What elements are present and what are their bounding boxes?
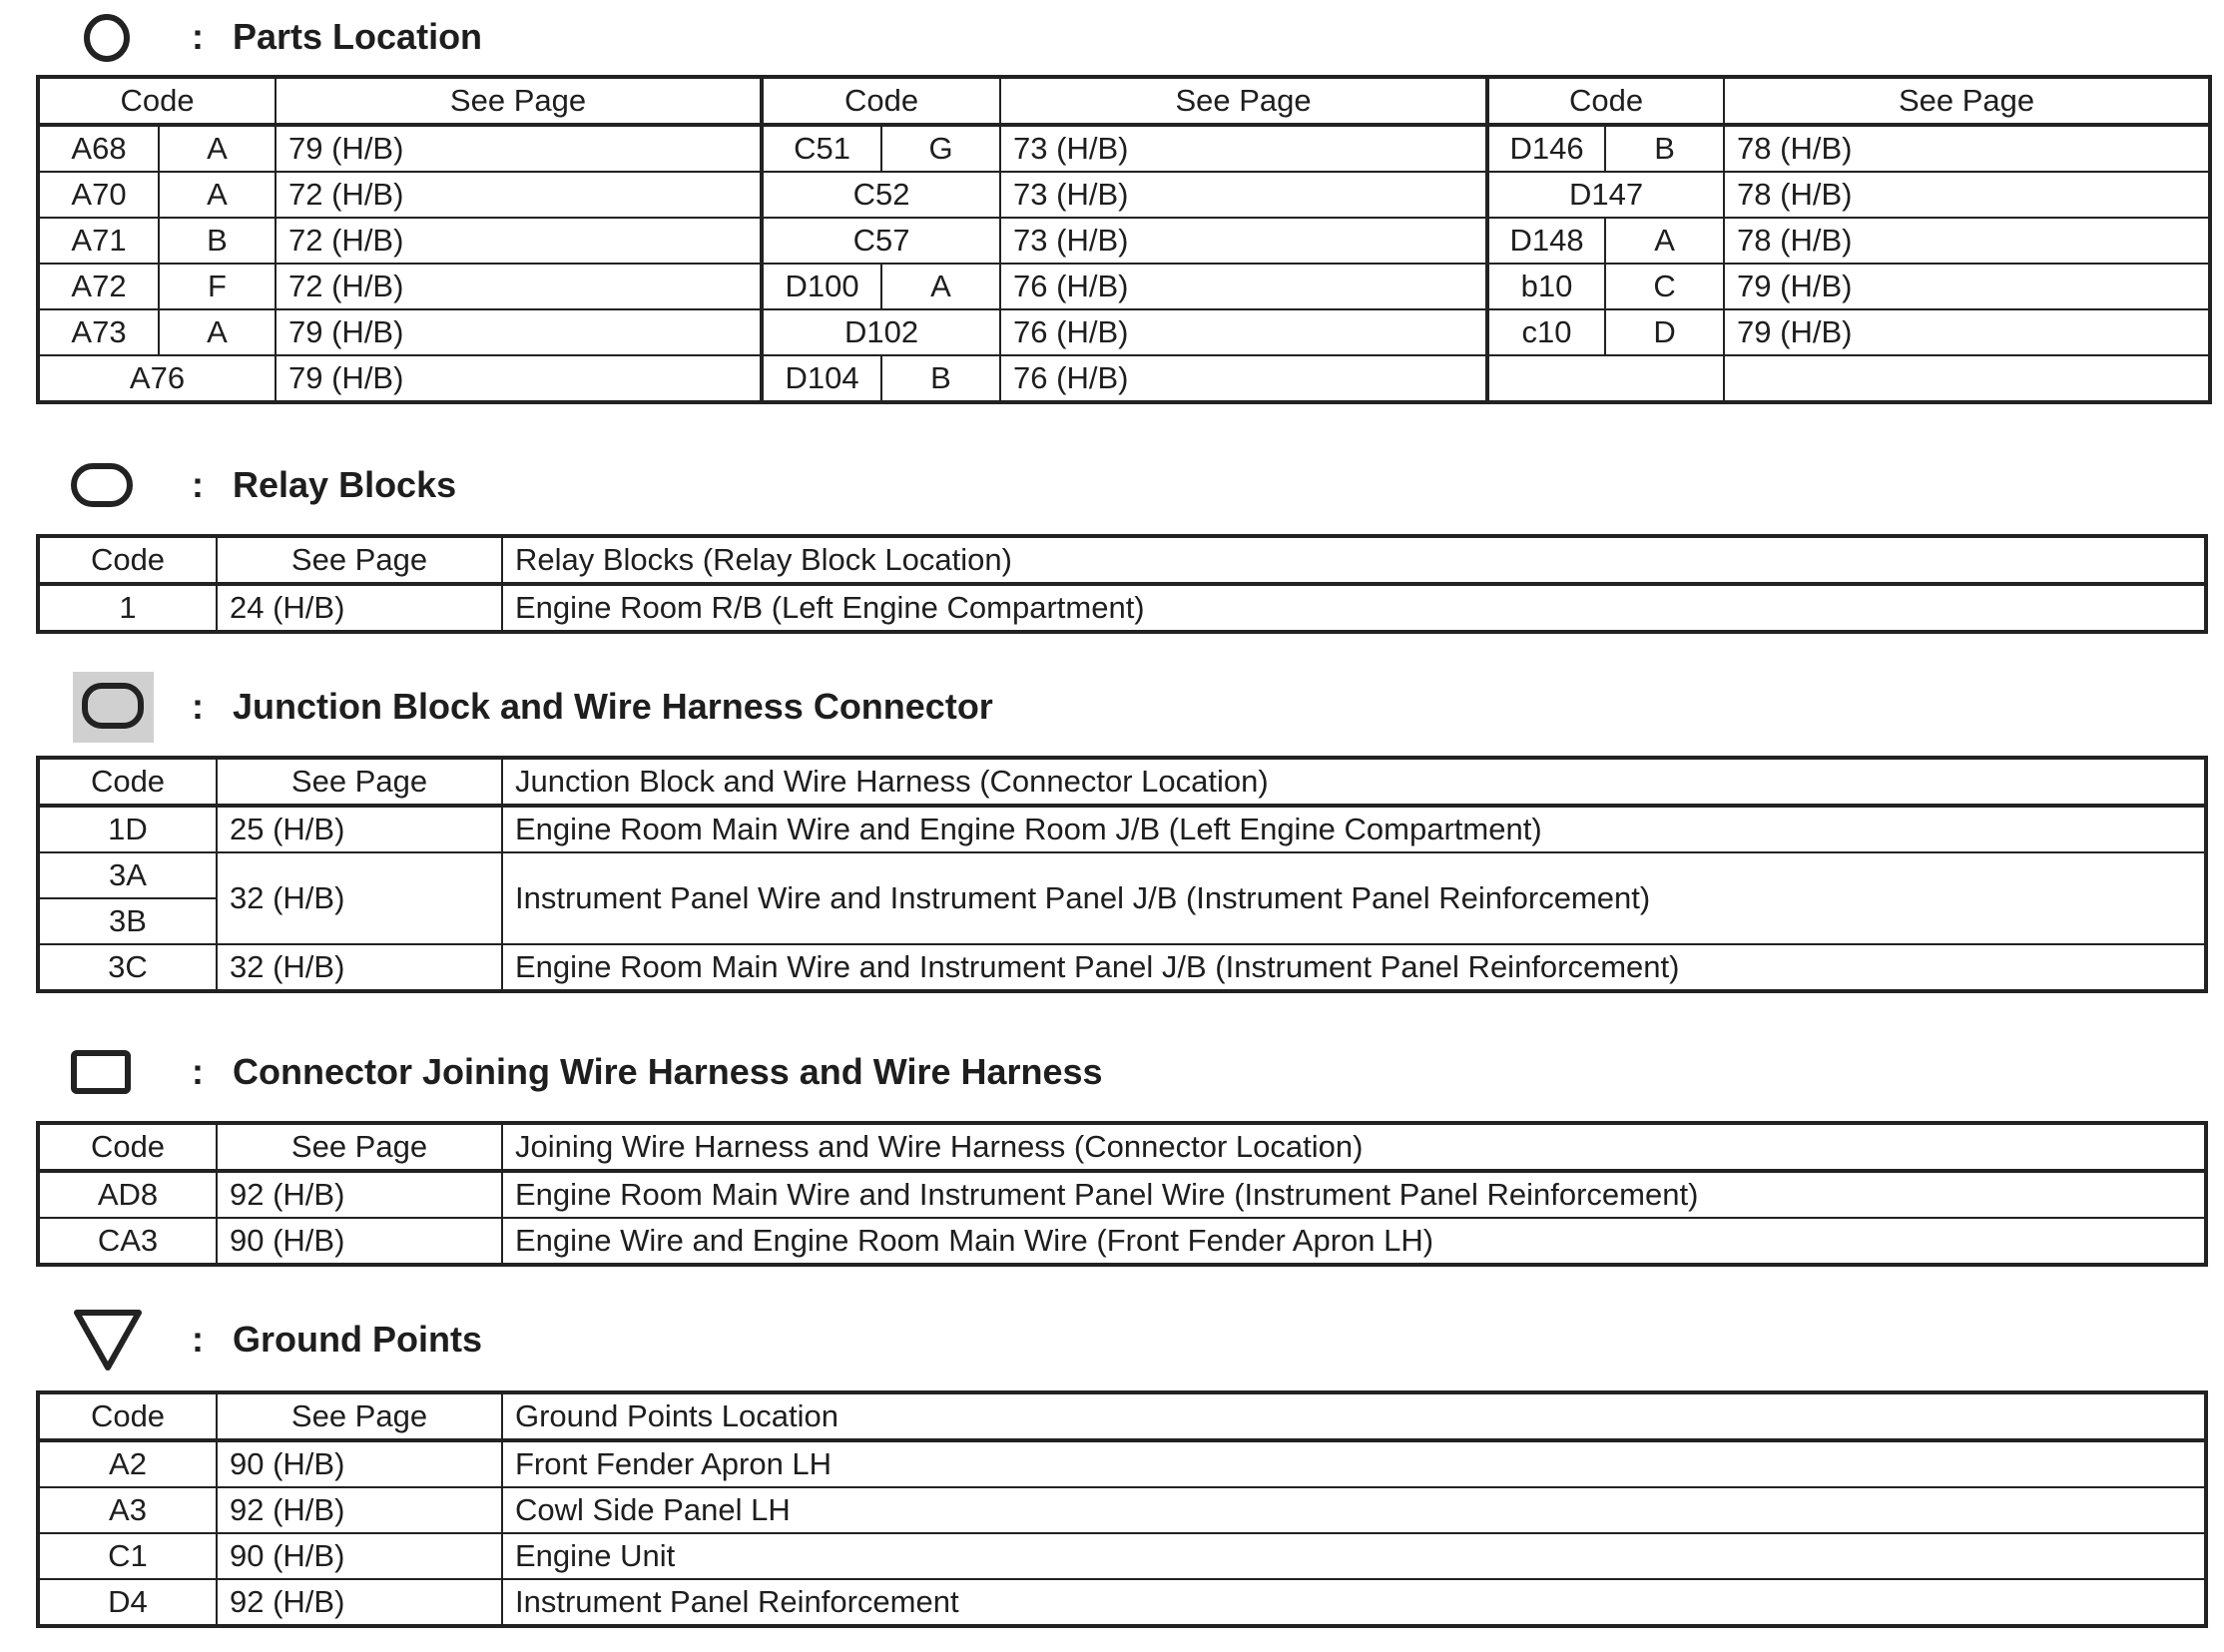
- column-header-code: Code: [38, 1123, 217, 1171]
- part-code: D147: [1487, 172, 1724, 218]
- section-title: Relay Blocks: [233, 464, 457, 505]
- part-code: [1487, 355, 1724, 402]
- table-row: [38, 584, 2206, 632]
- relay-blocks-table: [36, 534, 2208, 634]
- see-page: 92 (H/B): [217, 1487, 502, 1533]
- section-title: Junction Block and Wire Harness Connector: [233, 686, 993, 727]
- code: 1D: [38, 806, 217, 852]
- code: 3A: [38, 852, 217, 898]
- column-header-see-page: See Page: [217, 536, 502, 584]
- table-row: [38, 264, 2210, 309]
- see-page: 32 (H/B): [217, 852, 502, 944]
- see-page: 24 (H/B): [217, 584, 502, 632]
- see-page: 32 (H/B): [217, 944, 502, 991]
- see-page: 72 (H/B): [276, 218, 762, 264]
- part-code: A72: [38, 264, 159, 309]
- code: 3B: [38, 898, 217, 944]
- column-header-see-page: See Page: [217, 1392, 502, 1440]
- part-code: C51: [762, 125, 881, 172]
- part-connector-letter: A: [1605, 218, 1724, 264]
- column-header-see-page: See Page: [217, 1123, 502, 1171]
- parts-location-table: [36, 75, 2212, 404]
- part-connector-letter: B: [159, 218, 276, 264]
- table-row: [38, 172, 2210, 218]
- colon: :: [192, 464, 204, 505]
- table-row: [38, 806, 2206, 852]
- see-page: 25 (H/B): [217, 806, 502, 852]
- colon: :: [192, 1319, 204, 1360]
- location-description: Engine Wire and Engine Room Main Wire (Front Fender Apron LH): [502, 1218, 2206, 1265]
- see-page: 90 (H/B): [217, 1533, 502, 1579]
- triangle-down-icon: [72, 1308, 144, 1374]
- see-page: 79 (H/B): [276, 309, 762, 355]
- parts-location-heading: [0, 7, 2224, 67]
- location-description: Instrument Panel Reinforcement: [502, 1579, 2206, 1626]
- code: D4: [38, 1579, 217, 1626]
- column-header-code: Code: [1487, 77, 1724, 125]
- code: C1: [38, 1533, 217, 1579]
- table-row: [38, 1171, 2206, 1218]
- column-header-description: Relay Blocks (Relay Block Location): [502, 536, 2206, 584]
- see-page: 92 (H/B): [217, 1171, 502, 1218]
- table-row: [38, 852, 2206, 898]
- see-page: 92 (H/B): [217, 1579, 502, 1626]
- colon: :: [192, 1051, 204, 1092]
- table-row: [38, 355, 2210, 402]
- junction-block-table: [36, 756, 2208, 993]
- code: 1: [38, 584, 217, 632]
- see-page: 72 (H/B): [276, 264, 762, 309]
- table-row: [38, 309, 2210, 355]
- relay-blocks-heading: [0, 455, 2224, 515]
- location-description: Cowl Side Panel LH: [502, 1487, 2206, 1533]
- location-description: Front Fender Apron LH: [502, 1440, 2206, 1487]
- colon: :: [192, 16, 204, 57]
- column-header-description: Joining Wire Harness and Wire Harness (Connector Location): [502, 1123, 2206, 1171]
- column-header-see-page: See Page: [1724, 77, 2210, 125]
- column-header-description: Junction Block and Wire Harness (Connector Location): [502, 758, 2206, 806]
- part-connector-letter: G: [881, 125, 1000, 172]
- column-header-code: Code: [38, 1392, 217, 1440]
- see-page: 73 (H/B): [1000, 218, 1487, 264]
- location-description: Engine Room R/B (Left Engine Compartment): [502, 584, 2206, 632]
- part-code: A70: [38, 172, 159, 218]
- location-description: Engine Room Main Wire and Instrument Panel Wire (Instrument Panel Reinforcement): [502, 1171, 2206, 1218]
- section-title: Ground Points: [233, 1319, 482, 1360]
- section-title: Parts Location: [233, 16, 483, 57]
- see-page: 72 (H/B): [276, 172, 762, 218]
- see-page: 79 (H/B): [276, 125, 762, 172]
- column-header-see-page: See Page: [217, 758, 502, 806]
- part-code: A76: [38, 355, 276, 402]
- see-page: 79 (H/B): [1724, 309, 2210, 355]
- header-row: [38, 1392, 2206, 1440]
- code: 3C: [38, 944, 217, 991]
- part-connector-letter: B: [1605, 125, 1724, 172]
- part-connector-letter: D: [1605, 309, 1724, 355]
- rounded-oval-icon: [70, 462, 136, 510]
- part-code: D104: [762, 355, 881, 402]
- table-row: [38, 1440, 2206, 1487]
- code: CA3: [38, 1218, 217, 1265]
- ground-points-table: [36, 1390, 2208, 1628]
- see-page: 78 (H/B): [1724, 218, 2210, 264]
- part-code: c10: [1487, 309, 1605, 355]
- see-page: 76 (H/B): [1000, 309, 1487, 355]
- part-code: D100: [762, 264, 881, 309]
- column-header-see-page: See Page: [1000, 77, 1487, 125]
- see-page: 76 (H/B): [1000, 264, 1487, 309]
- part-connector-letter: A: [159, 309, 276, 355]
- code: A2: [38, 1440, 217, 1487]
- header-row: [38, 536, 2206, 584]
- column-header-see-page: See Page: [276, 77, 762, 125]
- part-code: C57: [762, 218, 1000, 264]
- see-page: 90 (H/B): [217, 1218, 502, 1265]
- table-row: [38, 1533, 2206, 1579]
- part-connector-letter: A: [881, 264, 1000, 309]
- see-page: 79 (H/B): [276, 355, 762, 402]
- header-row: [38, 758, 2206, 806]
- junction-block-heading: [0, 677, 2224, 737]
- table-row: [38, 125, 2210, 172]
- column-header-description: Ground Points Location: [502, 1392, 2206, 1440]
- see-page: [1724, 355, 2210, 402]
- table-row: [38, 218, 2210, 264]
- circle-icon: [82, 13, 132, 63]
- shaded-rounded-rect-icon: [73, 672, 154, 743]
- colon: :: [192, 686, 204, 727]
- joining-connector-heading: [0, 1042, 2224, 1102]
- part-code: A71: [38, 218, 159, 264]
- location-description: Engine Room Main Wire and Instrument Panel J/B (Instrument Panel Reinforcement): [502, 944, 2206, 991]
- part-code: A73: [38, 309, 159, 355]
- section-title: Connector Joining Wire Harness and Wire Harness: [233, 1051, 1103, 1092]
- part-code: C52: [762, 172, 1000, 218]
- part-connector-letter: B: [881, 355, 1000, 402]
- column-header-code: Code: [38, 77, 276, 125]
- code: A3: [38, 1487, 217, 1533]
- see-page: 73 (H/B): [1000, 172, 1487, 218]
- table-row: [38, 1579, 2206, 1626]
- column-header-code: Code: [38, 536, 217, 584]
- rectangle-icon: [70, 1049, 136, 1097]
- see-page: 73 (H/B): [1000, 125, 1487, 172]
- table-row: [38, 1218, 2206, 1265]
- part-code: D148: [1487, 218, 1605, 264]
- joining-connector-table: [36, 1121, 2208, 1267]
- column-header-code: Code: [762, 77, 1000, 125]
- part-connector-letter: A: [159, 172, 276, 218]
- table-row: [38, 944, 2206, 991]
- see-page: 90 (H/B): [217, 1440, 502, 1487]
- header-row: [38, 1123, 2206, 1171]
- part-code: b10: [1487, 264, 1605, 309]
- location-description: Engine Unit: [502, 1533, 2206, 1579]
- column-header-code: Code: [38, 758, 217, 806]
- part-connector-letter: C: [1605, 264, 1724, 309]
- see-page: 78 (H/B): [1724, 172, 2210, 218]
- see-page: 76 (H/B): [1000, 355, 1487, 402]
- location-description: Instrument Panel Wire and Instrument Panel J/B (Instrument Panel Reinforcement): [502, 852, 2206, 944]
- code: AD8: [38, 1171, 217, 1218]
- see-page: 79 (H/B): [1724, 264, 2210, 309]
- part-connector-letter: F: [159, 264, 276, 309]
- part-connector-letter: A: [159, 125, 276, 172]
- part-code: A68: [38, 125, 159, 172]
- table-row: [38, 1487, 2206, 1533]
- part-code: D102: [762, 309, 1000, 355]
- location-description: Engine Room Main Wire and Engine Room J/B (Left Engine Compartment): [502, 806, 2206, 852]
- part-code: D146: [1487, 125, 1605, 172]
- ground-points-heading: [0, 1310, 2224, 1370]
- see-page: 78 (H/B): [1724, 125, 2210, 172]
